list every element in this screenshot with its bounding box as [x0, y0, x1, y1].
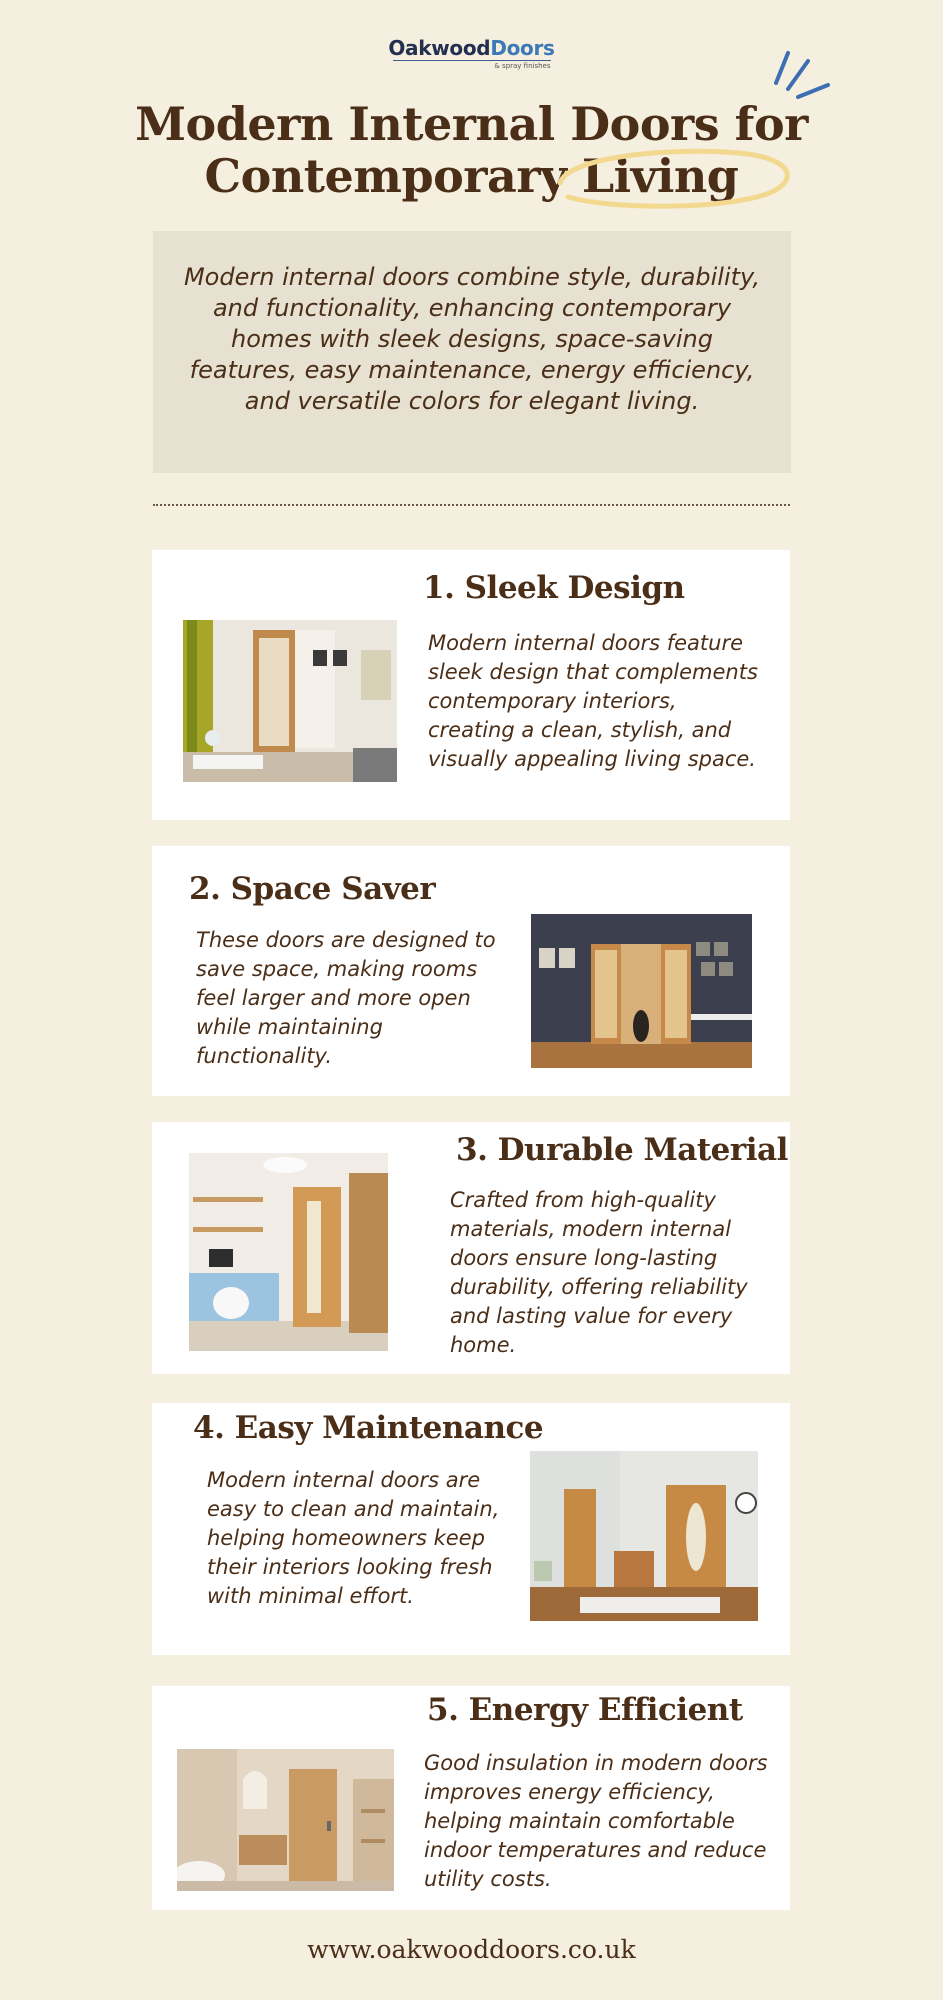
durable-material-photo	[189, 1153, 388, 1351]
title-line-1: Modern Internal Doors for	[135, 97, 808, 151]
easy-maintenance-photo	[530, 1451, 758, 1621]
dotted-divider	[153, 504, 790, 506]
sparkle-icon	[768, 45, 834, 105]
section-text-4: Modern internal doors are easy to clean and maintain, helping homeowners keep their interiors looking fresh with minimal effort.	[207, 1468, 500, 1608]
section-title-5: 5. Energy Efficient	[427, 1692, 743, 1728]
sleek-design-photo	[183, 620, 397, 782]
section-text-5: Good insulation in modern doors improves energy efficiency, helping maintain comfortable indoor temperatures and reduce utility costs.	[424, 1751, 768, 1891]
section-title-1: 1. Sleek Design	[423, 570, 685, 606]
website-url[interactable]: www.oakwooddoors.co.uk	[307, 1935, 636, 1964]
highlight-oval	[548, 143, 798, 213]
section-text-3: Crafted from high-quality materials, modern internal doors ensure long-lasting durability, offering reliability and lasting value for every home.	[450, 1188, 748, 1357]
page-title	[0, 98, 943, 202]
section-title-4: 4. Easy Maintenance	[193, 1410, 544, 1446]
logo-brand-b: Doors	[490, 36, 555, 60]
section-title-3: 3. Durable Material	[456, 1132, 788, 1168]
energy-efficient-photo	[177, 1749, 394, 1891]
section-text-2: These doors are designed to save space, making rooms feel larger and more open while maintaining functionality.	[196, 928, 496, 1068]
logo-tagline: & spray finishes	[393, 60, 551, 70]
intro-text: Modern internal doors combine style, durability, and functionality, enhancing contemporary homes with sleek designs, space-saving features, easy maintenance, energy efficiency, and versatile colors for elegant living.	[183, 263, 761, 415]
section-title-2: 2. Space Saver	[189, 871, 436, 907]
logo-brand-a: Oakwood	[388, 36, 491, 60]
title-line-2: Contemporary Living	[204, 149, 739, 203]
section-text-1: Modern internal doors feature sleek design that complements contemporary interiors, creating a clean, stylish, and visually appealing living space.	[428, 631, 758, 771]
space-saver-photo	[531, 914, 752, 1068]
